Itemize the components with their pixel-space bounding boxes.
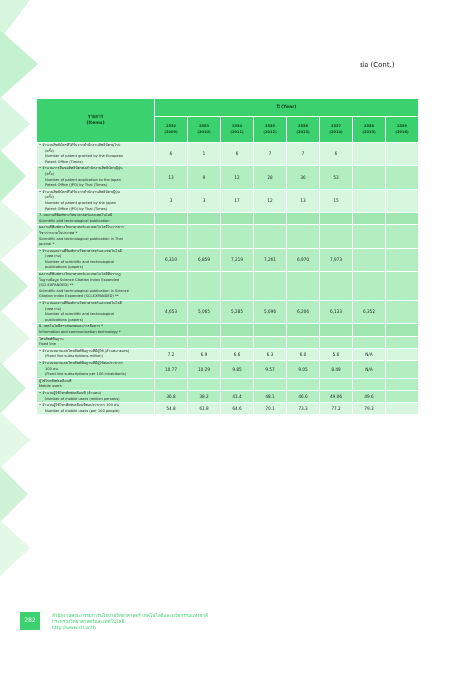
page-number: 282: [20, 612, 40, 630]
triangle-shape: [0, 200, 34, 260]
row-label-cell: [37, 166, 155, 189]
value-cell: 46.6: [287, 390, 320, 402]
row-label-line: Number of patent granted by the European: [45, 154, 124, 159]
row-label-line: • จำนวนการยื่นขอสิทธิบัตรต่อสำนักงานสิทธิบัตรญี่ปุ่น: [39, 166, 123, 171]
row-label-line: • จำนวนผลงานตีพิมพ์ทางวิทยาศาสตร์และเทคโนโลยี: [39, 248, 122, 253]
triangle-shape: [0, 96, 30, 152]
value-cell: 13: [155, 166, 188, 189]
year-header: ปี (Year): [155, 99, 419, 117]
row-label-line: Fixed line: [39, 342, 56, 347]
value-cell: [320, 272, 353, 301]
row-label-line: (ครั้ง): [45, 148, 54, 153]
value-cell: [386, 166, 419, 189]
year-header-cell: [221, 117, 254, 143]
row-label-cell: [37, 378, 155, 390]
row-label-cell: [37, 272, 155, 301]
row-label-line: • จำนวนสิทธิบัตรที่ได้รับจากสำนักงานสิทธิบัตรญี่ปุ่น: [39, 189, 120, 194]
value-cell: [155, 378, 188, 390]
row-label-line: 8. เทคโนโลยีสารสนเทศและการสื่อสาร *: [39, 324, 103, 329]
row-label-line: (ครั้ง): [45, 195, 54, 200]
triangle-shape: [0, 30, 38, 98]
value-cell: 12: [254, 189, 287, 212]
value-cell: [386, 378, 419, 390]
value-cell: [188, 324, 221, 336]
value-cell: [386, 360, 419, 378]
value-cell: 7: [254, 143, 287, 166]
year-th: 2558: [363, 123, 374, 128]
table-row: [37, 336, 419, 348]
triangle-shape: [0, 466, 28, 522]
value-cell: [320, 324, 353, 336]
table-row: [37, 390, 419, 402]
row-label-line: ผลงานตีพิมพ์ทางวิทยาศาสตร์และเทคโนโลยีในวารสาร: [39, 225, 124, 230]
row-label-line: Information and communication technology *: [39, 330, 121, 334]
value-cell: [353, 166, 386, 189]
value-cell: 4,653: [155, 301, 188, 324]
row-label-line: Number of patent application to the Japan: [45, 177, 121, 182]
value-cell: [353, 225, 386, 248]
row-label-line: (SCI-EXPANDED) **: [39, 283, 74, 288]
value-cell: 9.57: [254, 360, 287, 378]
row-label-line: • จำนวนผู้ใช้โทรศัพท์เคลื่อนที่ต่อประชากร 100 คน: [39, 403, 119, 408]
value-cell: 3: [188, 189, 221, 212]
value-cell: [353, 272, 386, 301]
statistics-table-container: [36, 98, 418, 415]
row-label-line: Number of scientific and technological: [45, 312, 115, 317]
year-th: 2553: [198, 123, 209, 128]
value-cell: [353, 248, 386, 271]
value-cell: [353, 143, 386, 166]
year-th: 2552: [165, 123, 176, 128]
value-cell: [221, 378, 254, 390]
value-cell: 6: [155, 143, 188, 166]
value-cell: 5,696: [254, 301, 287, 324]
year-header-cell: [155, 117, 188, 143]
value-cell: 49.6: [353, 390, 386, 402]
value-cell: N/A: [353, 348, 386, 360]
value-cell: 48.1: [254, 390, 287, 402]
value-cell: 61.8: [188, 403, 221, 415]
table-row: [37, 378, 419, 390]
row-label-cell: [37, 336, 155, 348]
row-label-line: • จำนวนสิทธิบัตรที่ได้รับจากสำนักงานสิทธิบัตรยุโรป: [39, 143, 121, 147]
year-header-cell: [320, 117, 353, 143]
triangle-shape: [0, 310, 30, 366]
triangle-shape: [0, 150, 26, 202]
triangle-shape: [0, 260, 28, 312]
year-en: (2009): [164, 129, 178, 134]
value-cell: 6: [320, 143, 353, 166]
value-cell: [188, 378, 221, 390]
value-cell: 7: [287, 143, 320, 166]
table-row: [37, 189, 419, 212]
value-cell: [386, 143, 419, 166]
row-label-cell: [37, 390, 155, 402]
row-label-line: Patent Office (Times): [45, 159, 83, 164]
row-label-line: Scientific and technological publication: [39, 218, 110, 223]
value-cell: [287, 272, 320, 301]
value-cell: [353, 336, 386, 348]
table-row: [37, 213, 419, 225]
value-cell: 12: [221, 166, 254, 189]
value-cell: [287, 336, 320, 348]
value-cell: 5,285: [221, 301, 254, 324]
table-row: [37, 324, 419, 336]
value-cell: [287, 225, 320, 248]
value-cell: 13: [287, 189, 320, 212]
value-cell: [155, 272, 188, 301]
value-cell: 6: [221, 143, 254, 166]
value-cell: 15: [320, 189, 353, 212]
value-cell: [320, 225, 353, 248]
triangle-shape: [0, 520, 30, 576]
triangle-shape: [0, 412, 30, 468]
value-cell: 17: [221, 189, 254, 212]
row-label-line: Number of mobile users (million persons): [45, 396, 120, 401]
row-label-line: Citation Index Expanded (SCI-EXPANDED) **: [39, 294, 119, 299]
value-cell: [254, 272, 287, 301]
value-cell: 54.8: [155, 403, 188, 415]
year-en: (2015): [362, 129, 376, 134]
year-en: (2016): [395, 129, 409, 134]
value-cell: 70.1: [254, 403, 287, 415]
value-cell: 53: [320, 166, 353, 189]
year-header-cell: [386, 117, 419, 143]
value-cell: [386, 390, 419, 402]
value-cell: 3: [155, 189, 188, 212]
value-cell: [155, 225, 188, 248]
row-label-line: • จำนวนหมายเลขโทรศัพท์พื้นฐานที่มีผู้ใช้ต่อประชากร: [39, 360, 123, 365]
year-th: 2556: [297, 123, 308, 128]
row-label-line: (Fixed line subscriptions-million): [45, 354, 103, 359]
value-cell: [386, 189, 419, 212]
value-cell: 6.3: [254, 348, 287, 360]
row-label-cell: [37, 143, 155, 166]
year-header-cell: [353, 117, 386, 143]
value-cell: [287, 213, 320, 225]
table-body: [37, 143, 419, 415]
items-header-th: รายการ: [87, 114, 104, 120]
footer-line-ministry: กระทรวงวิทยาศาสตร์และเทคโนโลยี: [52, 620, 125, 625]
value-cell: 41.4: [221, 390, 254, 402]
year-en: (2011): [230, 129, 244, 134]
value-cell: 38.2: [188, 390, 221, 402]
statistics-table: [36, 98, 419, 415]
table-row: [37, 225, 419, 248]
row-label-line: ผลงานตีพิมพ์ทางวิทยาศาสตร์และเทคโนโลยีที่ปรากฏ: [39, 272, 121, 277]
row-label-cell: [37, 189, 155, 212]
row-label-line: Scientific and technological publication in Science: [39, 288, 129, 293]
row-label-line: • จำนวนหมายเลขโทรศัพท์พื้นฐานที่มีผู้ใช้ (ล้านหมายเลข): [39, 348, 130, 353]
table-row: [37, 403, 419, 415]
value-cell: 9.85: [221, 360, 254, 378]
value-cell: [386, 403, 419, 415]
row-label-cell: [37, 324, 155, 336]
value-cell: 6,859: [188, 248, 221, 271]
value-cell: [188, 336, 221, 348]
row-label-line: Number of scientific and technological: [45, 259, 115, 264]
value-cell: 7,261: [254, 248, 287, 271]
value-cell: 10.77: [155, 360, 188, 378]
value-cell: [386, 225, 419, 248]
value-cell: [386, 324, 419, 336]
value-cell: [386, 336, 419, 348]
table-row: [37, 301, 419, 324]
value-cell: [353, 213, 386, 225]
value-cell: 6,206: [287, 301, 320, 324]
continued-label: ย่อ (Cont.): [360, 61, 395, 69]
value-cell: [254, 213, 287, 225]
value-cell: [254, 225, 287, 248]
value-cell: [386, 348, 419, 360]
footer-line-agency: สำนักงานคณะกรรมการนโยบายวิทยาศาสตร์ เทคโนโลยีและนวัตกรรมแห่งชาติ: [52, 614, 209, 619]
year-header-cell: [287, 117, 320, 143]
value-cell: 7.2: [155, 348, 188, 360]
value-cell: [287, 324, 320, 336]
value-cell: [188, 225, 221, 248]
year-en: (2012): [263, 129, 277, 134]
value-cell: 6,352: [353, 301, 386, 324]
value-cell: 36.8: [155, 390, 188, 402]
value-cell: [221, 225, 254, 248]
value-cell: [221, 336, 254, 348]
row-label-line: Number of patent granted by the Japan: [45, 200, 117, 205]
row-label-line: journal *: [39, 242, 55, 247]
triangle-shape: [0, 362, 26, 414]
row-label-line: (บทความ): [45, 254, 62, 259]
row-label-cell: [37, 348, 155, 360]
value-cell: [287, 378, 320, 390]
value-cell: 6,133: [320, 301, 353, 324]
table-row: [37, 360, 419, 378]
value-cell: [386, 213, 419, 225]
value-cell: 77.2: [320, 403, 353, 415]
value-cell: [386, 272, 419, 301]
year-en: (2013): [296, 129, 310, 134]
value-cell: 6.0: [287, 348, 320, 360]
value-cell: 10.29: [188, 360, 221, 378]
value-cell: [221, 324, 254, 336]
year-th: 2555: [264, 123, 275, 128]
value-cell: 9: [188, 166, 221, 189]
value-cell: [155, 213, 188, 225]
items-header: [37, 99, 155, 143]
value-cell: [320, 378, 353, 390]
value-cell: 6,970: [287, 248, 320, 271]
row-label-line: 7. ผลงานตีพิมพ์ทางวิทยาศาสตร์และเทคโนโลยี: [39, 213, 113, 218]
value-cell: 73.3: [287, 403, 320, 415]
value-cell: [353, 324, 386, 336]
value-cell: 7,219: [221, 248, 254, 271]
year-header-cell: [254, 117, 287, 143]
value-cell: [386, 301, 419, 324]
year-header-cell: [188, 117, 221, 143]
value-cell: [353, 378, 386, 390]
value-cell: [386, 248, 419, 271]
row-label-line: Number of mobile users (per 100 people): [45, 408, 120, 413]
value-cell: 6.6: [221, 348, 254, 360]
footer-text: [52, 614, 208, 632]
value-cell: [188, 213, 221, 225]
row-label-line: publications (papers): [45, 317, 84, 322]
year-en: (2010): [197, 129, 211, 134]
row-label-line: (Fixed line subscriptions per 100 inhabitants): [45, 372, 127, 377]
year-th: 2557: [330, 123, 341, 128]
row-label-line: • จำนวนผลงานตีพิมพ์ทางวิทยาศาสตร์และเทคโนโลยี: [39, 301, 122, 306]
value-cell: [155, 324, 188, 336]
value-cell: N/A: [353, 360, 386, 378]
row-label-cell: [37, 213, 155, 225]
row-label-line: (บทความ): [45, 306, 62, 311]
value-cell: [221, 272, 254, 301]
value-cell: 8.49: [320, 360, 353, 378]
value-cell: 6,310: [155, 248, 188, 271]
year-th: 2554: [231, 123, 242, 128]
value-cell: 1: [188, 143, 221, 166]
row-label-cell: [37, 403, 155, 415]
value-cell: 5.6: [320, 348, 353, 360]
row-label-line: วิชาการภายในประเทศ *: [39, 230, 78, 235]
row-label-line: 100 คน: [45, 366, 58, 371]
value-cell: 64.6: [221, 403, 254, 415]
year-en: (2014): [329, 129, 343, 134]
year-th: 2559: [397, 123, 408, 128]
row-label-cell: [37, 225, 155, 248]
value-cell: 5,065: [188, 301, 221, 324]
table-row: [37, 143, 419, 166]
row-label-line: Mobile users: [39, 384, 62, 389]
row-label-line: Patent Office (JPO) by Thai (Times): [45, 206, 108, 211]
value-cell: 9.05: [287, 360, 320, 378]
value-cell: 36: [287, 166, 320, 189]
value-cell: [353, 189, 386, 212]
row-label-line: Patent Office (JPO) by Thai (Times): [45, 183, 108, 188]
value-cell: [155, 336, 188, 348]
footer-link[interactable]: http://www.sti.or.th: [52, 626, 96, 631]
table-row: [37, 272, 419, 301]
value-cell: 49.06: [320, 390, 353, 402]
table-row: [37, 348, 419, 360]
row-label-line: • จำนวนผู้ใช้โทรศัพท์เคลื่อนที่ (ล้านคน): [39, 390, 102, 395]
value-cell: [254, 324, 287, 336]
value-cell: [188, 272, 221, 301]
row-label-line: Scientific and technological publication in Thai: [39, 236, 123, 241]
row-label-cell: [37, 360, 155, 378]
value-cell: [254, 378, 287, 390]
value-cell: 28: [254, 166, 287, 189]
value-cell: [221, 213, 254, 225]
table-row: [37, 166, 419, 189]
row-label-line: โทรศัพท์พื้นฐาน: [39, 336, 64, 341]
items-header-en: (Items): [86, 120, 105, 126]
value-cell: 6.9: [188, 348, 221, 360]
row-label-cell: [37, 248, 155, 271]
value-cell: [254, 336, 287, 348]
row-label-line: (ครั้ง): [45, 171, 54, 176]
value-cell: 7,973: [320, 248, 353, 271]
row-label-line: publications (papers): [45, 265, 84, 270]
row-label-line: ในฐานข้อมูล Science Citation Index Expanded: [39, 277, 120, 282]
row-label-cell: [37, 301, 155, 324]
value-cell: [320, 336, 353, 348]
value-cell: 79.3: [353, 403, 386, 415]
table-row: [37, 248, 419, 271]
row-label-line: ผู้ใช้โทรศัพท์เคลื่อนที่: [39, 378, 72, 383]
value-cell: [320, 213, 353, 225]
